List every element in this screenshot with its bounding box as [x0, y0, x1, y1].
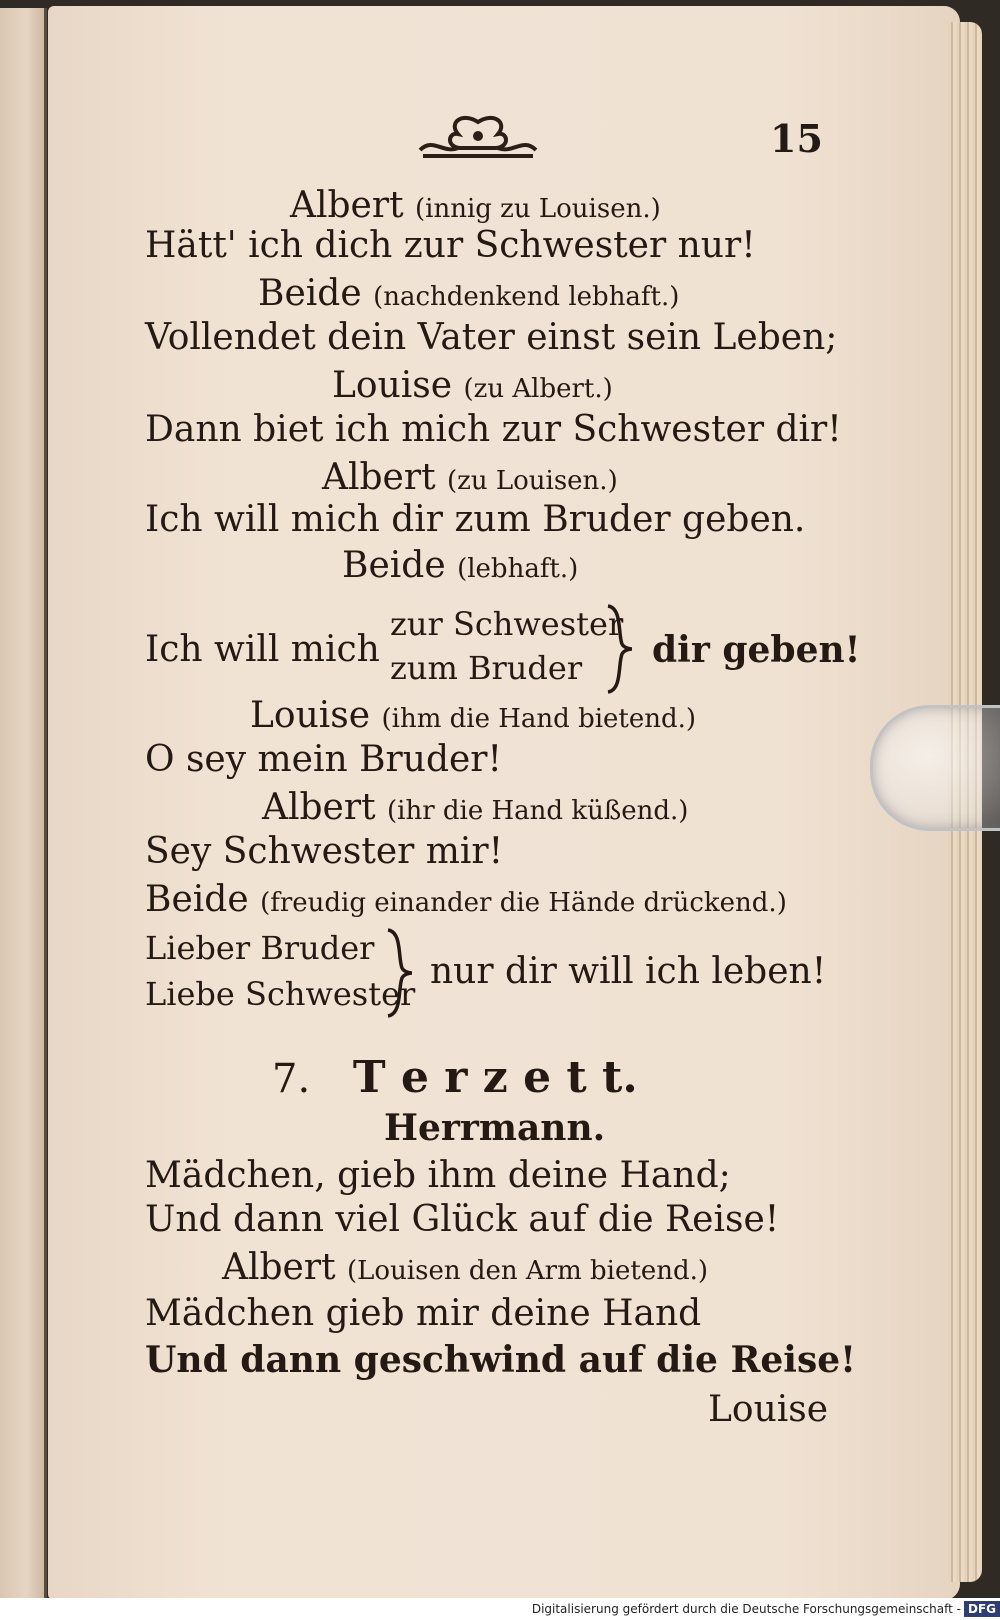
- speaker-line: [262, 788, 688, 831]
- stage-direction: (freudig einander die Hände drückend.): [260, 888, 787, 918]
- verse-line: Vollendet dein Vater einst sein Leben;: [145, 317, 838, 358]
- verse-line-right: nur dir will ich leben!: [430, 951, 827, 992]
- speaker-line: [222, 1248, 708, 1291]
- speaker-line: [342, 546, 578, 589]
- stage-direction: (innig zu Louisen.): [415, 194, 661, 224]
- speaker-line: [332, 366, 613, 409]
- verse-line: Mädchen gieb mir deine Hand: [145, 1293, 702, 1334]
- speaker-name: Louise: [250, 695, 371, 736]
- stage-direction: (Louisen den Arm bietend.): [347, 1256, 709, 1286]
- stage-direction: (nachdenkend lebhaft.): [373, 282, 680, 312]
- verse-line: Dann biet ich mich zur Schwester dir!: [145, 409, 842, 450]
- dfg-logo: DFG: [964, 1601, 1000, 1617]
- speaker-name: Albert: [222, 1247, 336, 1288]
- verse-line: Sey Schwester mir!: [145, 831, 504, 872]
- verse-line-left: Ich will mich: [145, 629, 380, 670]
- speaker-line: [250, 696, 696, 739]
- speaker-line: [258, 274, 679, 317]
- speaker-name: Herrmann.: [384, 1107, 606, 1149]
- stage-direction: (ihr die Hand küßend.): [387, 796, 689, 826]
- speaker-line: [322, 458, 618, 501]
- stage-direction: (zu Albert.): [463, 374, 613, 404]
- speaker-name: Albert: [262, 787, 376, 828]
- scanner-clip: [870, 705, 1000, 831]
- speaker-name: Albert: [322, 457, 436, 498]
- catchword: Louise: [708, 1389, 829, 1430]
- page-number: 15: [770, 116, 823, 161]
- footer-bar: [0, 1598, 1000, 1620]
- speaker-name: Beide: [145, 879, 249, 920]
- speaker-name: Beide: [258, 273, 362, 314]
- stage-direction: (lebhaft.): [457, 554, 579, 584]
- verse-line-right: dir geben!: [652, 629, 861, 671]
- ornament-icon: [418, 112, 538, 162]
- speaker-name: Louise: [332, 365, 453, 406]
- section-number: 7.: [272, 1056, 311, 1102]
- verse-line: Und dann viel Glück auf die Reise!: [145, 1199, 780, 1240]
- brace-option: Lieber Bruder: [145, 929, 375, 967]
- verse-line: Und dann geschwind auf die Reise!: [145, 1339, 856, 1381]
- verse-line: O sey mein Bruder!: [145, 739, 502, 780]
- brace-option: zum Bruder: [390, 649, 583, 687]
- left-page-edge: [0, 8, 47, 1598]
- footer-text: Digitalisierung gefördert durch die Deutsche Forschungsgemeinschaft -: [531, 1602, 961, 1616]
- speaker-line: [145, 880, 787, 923]
- section-heading: [272, 1052, 638, 1103]
- brace-icon: [604, 604, 634, 694]
- verse-line: Ich will mich dir zum Bruder geben.: [145, 499, 806, 540]
- stage-direction: (zu Louisen.): [447, 466, 618, 496]
- brace-option: Liebe Schwester: [145, 975, 416, 1013]
- brace-icon: [384, 928, 414, 1018]
- stage-direction: (ihm die Hand bietend.): [381, 704, 697, 734]
- verse-line: Hätt' ich dich zur Schwester nur!: [145, 225, 756, 266]
- speaker-name: Albert: [290, 185, 404, 226]
- speaker-name: Beide: [342, 545, 446, 586]
- section-title: T e r z e t t.: [352, 1052, 638, 1103]
- brace-option: zur Schwester: [390, 605, 624, 643]
- speaker-line: [290, 186, 661, 229]
- verse-line: Mädchen, gieb ihm deine Hand;: [145, 1155, 731, 1196]
